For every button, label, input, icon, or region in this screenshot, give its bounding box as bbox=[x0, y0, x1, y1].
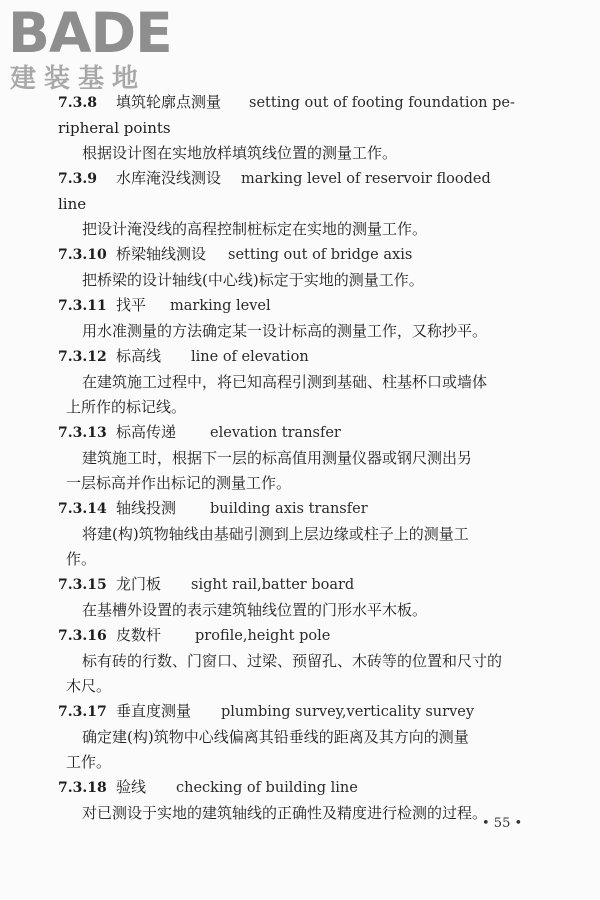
term-number: 7.3.9 bbox=[58, 171, 97, 187]
page-number: • 55 • bbox=[482, 816, 523, 831]
bade-logo bbox=[8, 1, 178, 96]
term-heading bbox=[58, 623, 540, 649]
term-entry bbox=[58, 166, 540, 242]
term-definition: 标有砖的行数、门窗口、过梁、预留孔、木砖等的位置和尺寸的 bbox=[82, 652, 503, 670]
term-entry bbox=[58, 90, 540, 166]
term-definition: 根据设计图在实地放样填筑线位置的测量工作。 bbox=[82, 144, 398, 162]
term-english: plumbing survey,verticality survey bbox=[221, 704, 475, 720]
term-definition: 把桥梁的设计轴线(中心线)标定于实地的测量工作。 bbox=[82, 271, 424, 289]
term-definition: 工作。 bbox=[66, 753, 112, 771]
term-english-continued: line bbox=[58, 195, 87, 213]
term-entry bbox=[58, 420, 540, 496]
term-english: sight rail,batter board bbox=[191, 577, 355, 593]
term-heading bbox=[58, 90, 540, 116]
term-heading bbox=[58, 699, 540, 725]
term-english: elevation transfer bbox=[210, 425, 341, 441]
term-definition: 建筑施工时，根据下一层的标高值用测量仪器或钢尺测出另 bbox=[82, 449, 473, 467]
term-definition: 对已测设于实地的建筑轴线的正确性及精度进行检测的过程。 bbox=[82, 804, 488, 822]
term-chinese: 水库淹没线测设 bbox=[116, 169, 222, 187]
term-entry bbox=[58, 572, 540, 623]
term-chinese: 标高传递 bbox=[116, 423, 177, 441]
term-chinese: 标高线 bbox=[116, 347, 162, 365]
term-english: profile,height pole bbox=[195, 628, 331, 644]
logo-chinese-text: 建装基地 bbox=[10, 64, 147, 94]
term-number: 7.3.14 bbox=[58, 501, 107, 517]
term-heading bbox=[58, 242, 540, 268]
term-heading bbox=[58, 572, 540, 598]
term-chinese: 轴线投测 bbox=[116, 499, 177, 517]
term-english-continued: ripheral points bbox=[58, 119, 171, 137]
term-heading bbox=[58, 775, 540, 801]
term-number: 7.3.15 bbox=[58, 577, 107, 593]
term-entry bbox=[58, 293, 540, 344]
term-entry bbox=[58, 496, 540, 572]
term-definition: 确定建(构)筑物中心线偏离其铅垂线的距离及其方向的测量 bbox=[82, 728, 469, 746]
terms-list bbox=[58, 90, 540, 826]
term-heading bbox=[58, 166, 540, 192]
term-definition: 木尺。 bbox=[66, 677, 112, 695]
term-entry bbox=[58, 344, 540, 420]
term-english: setting out of footing foundation pe- bbox=[249, 95, 515, 111]
term-heading bbox=[58, 420, 540, 446]
term-english: line of elevation bbox=[191, 349, 309, 365]
term-english: checking of building line bbox=[176, 780, 358, 796]
term-entry bbox=[58, 699, 540, 775]
term-definition: 把设计淹没线的高程控制桩标定在实地的测量工作。 bbox=[82, 220, 428, 238]
term-chinese: 桥梁轴线测设 bbox=[116, 245, 207, 263]
term-number: 7.3.10 bbox=[58, 247, 107, 263]
term-number: 7.3.8 bbox=[58, 95, 97, 111]
term-definition: 作。 bbox=[66, 550, 97, 568]
term-chinese: 验线 bbox=[116, 778, 147, 796]
term-entry bbox=[58, 623, 540, 699]
term-english: building axis transfer bbox=[210, 501, 368, 517]
term-number: 7.3.17 bbox=[58, 704, 107, 720]
term-definition: 在基槽外设置的表示建筑轴线位置的门形水平木板。 bbox=[82, 601, 428, 619]
term-definition: 用水准测量的方法确定某一设计标高的测量工作，又称抄平。 bbox=[82, 322, 488, 340]
term-number: 7.3.16 bbox=[58, 628, 107, 644]
term-number: 7.3.18 bbox=[58, 780, 107, 796]
term-chinese: 皮数杆 bbox=[116, 626, 162, 644]
term-number: 7.3.12 bbox=[58, 349, 107, 365]
term-heading bbox=[58, 293, 540, 319]
term-chinese: 龙门板 bbox=[116, 575, 162, 593]
term-definition: 在建筑施工过程中，将已知高程引测到基础、柱基杯口或墙体 bbox=[82, 373, 488, 391]
term-number: 7.3.11 bbox=[58, 298, 107, 314]
term-definition: 上所作的标记线。 bbox=[66, 398, 187, 416]
term-entry bbox=[58, 775, 540, 826]
term-heading bbox=[58, 496, 540, 522]
logo-wordmark: BADE bbox=[8, 1, 172, 65]
term-heading bbox=[58, 344, 540, 370]
term-definition: 一层标高并作出标记的测量工作。 bbox=[66, 474, 292, 492]
term-number: 7.3.13 bbox=[58, 425, 107, 441]
term-definition: 将建(构)筑物轴线由基础引测到上层边缘或柱子上的测量工 bbox=[82, 525, 469, 543]
term-chinese: 找平 bbox=[116, 296, 147, 314]
term-entry bbox=[58, 242, 540, 293]
term-english: marking level bbox=[170, 298, 271, 314]
term-english: setting out of bridge axis bbox=[228, 247, 413, 263]
term-chinese: 填筑轮廓点测量 bbox=[116, 93, 222, 111]
term-english: marking level of reservoir flooded bbox=[241, 171, 491, 187]
term-chinese: 垂直度测量 bbox=[116, 702, 192, 720]
